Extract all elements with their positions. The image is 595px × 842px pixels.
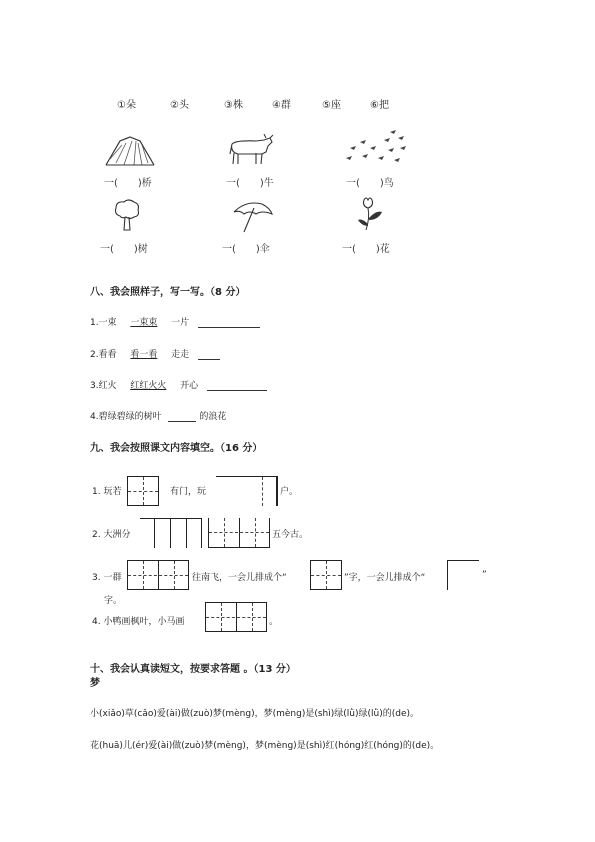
option-1: ①朵 [117, 100, 136, 111]
q2-text-a: 2. 大洲分 [92, 530, 131, 540]
option-6: ⑥把 [370, 100, 389, 111]
q4-box[interactable] [205, 602, 267, 632]
item-3-c: 开心 [180, 381, 199, 391]
sec8-item-1 [90, 315, 260, 328]
item-1-b: 一束束 [130, 318, 158, 328]
item-1-answer-line[interactable] [198, 317, 260, 328]
blank-tree[interactable]: 一( )树 [100, 244, 148, 255]
section-10-title: 十、我会认真读短文，按要求答题 。（13 分） [90, 664, 296, 675]
item-1-a: 1.一束 [90, 318, 117, 328]
blank-birds[interactable]: 一( )鸟 [346, 178, 394, 189]
item-4-c: 的浪花 [199, 412, 227, 422]
item-3-b: 红红火火 [130, 381, 167, 391]
q3-text-a: 3. 一群 [92, 573, 122, 583]
q1-box-1[interactable] [127, 476, 159, 506]
q1-text-c: 户。 [280, 487, 299, 497]
item-2-a: 2.看看 [90, 350, 117, 360]
q1-box-2[interactable] [216, 476, 278, 506]
q1-text-b: 有门，玩 [170, 487, 207, 497]
sec8-item-4 [90, 409, 226, 422]
cow-icon [226, 134, 276, 166]
q2-box-2[interactable] [208, 518, 270, 548]
item-1-c: 一片 [171, 318, 190, 328]
q2-box-1[interactable] [140, 518, 202, 548]
q1-text-a: 1. 玩若 [92, 487, 122, 497]
q4-text-b: 。 [269, 617, 279, 627]
sec8-item-2 [90, 347, 220, 360]
q4-text-a: 4. 小鸭画枫叶，小马画 [92, 617, 185, 627]
sec8-item-3 [90, 378, 267, 391]
item-3-answer-line[interactable] [207, 380, 267, 391]
passage-line-1: 小(xiǎo)草(cǎo)爱(ài)做(zuò)梦(mèng)，梦(mèng)是(shì)绿(lǜ)绿(lǜ)的(de)。 [90, 709, 419, 719]
tree-icon [112, 198, 142, 232]
item-2-b: 看一看 [130, 350, 158, 360]
q3-text-e: 字。 [104, 596, 123, 606]
option-3: ③株 [224, 100, 243, 111]
item-4-answer-line[interactable] [168, 411, 196, 422]
item-4-a: 4.碧绿碧绿的树叶 [90, 412, 162, 422]
passage-line-2: 花(huā)儿(ér)爱(ài)做(zuò)梦(mèng)，梦(mèng)是(shì)红(hóng)红(hóng)的(de)。 [90, 741, 440, 751]
blank-cow[interactable]: 一( )牛 [226, 178, 274, 189]
blank-bridge[interactable]: 一( )桥 [104, 178, 152, 189]
q3-box-1[interactable] [127, 560, 189, 590]
umbrella-icon [232, 200, 274, 234]
bridge-icon [104, 133, 156, 167]
passage-title: 梦 [90, 678, 100, 689]
option-5: ⑤座 [322, 100, 341, 111]
option-4: ④群 [272, 100, 291, 111]
item-2-c: 走走 [171, 350, 190, 360]
q2-text-c: 五今古。 [272, 530, 309, 540]
q3-text-c: ”字，一会儿排成个“ [344, 573, 426, 583]
q3-box-3[interactable] [447, 560, 479, 590]
flower-icon [356, 196, 386, 232]
q3-text-b: 往南飞，一会儿排成个“ [192, 573, 287, 583]
birds-icon [340, 128, 410, 168]
section-9-title: 九、我会按照课文内容填空。（16 分） [90, 443, 263, 454]
option-2: ②头 [170, 100, 189, 111]
q3-box-2[interactable] [310, 560, 342, 590]
section-8-title: 八、我会照样子，写一写。（8 分） [90, 287, 246, 298]
item-2-answer-line[interactable] [198, 349, 220, 360]
item-3-a: 3.红火 [90, 381, 117, 391]
q3-text-d: ” [482, 570, 487, 580]
blank-flower[interactable]: 一( )花 [342, 244, 390, 255]
blank-umbrella[interactable]: 一( )伞 [222, 244, 270, 255]
